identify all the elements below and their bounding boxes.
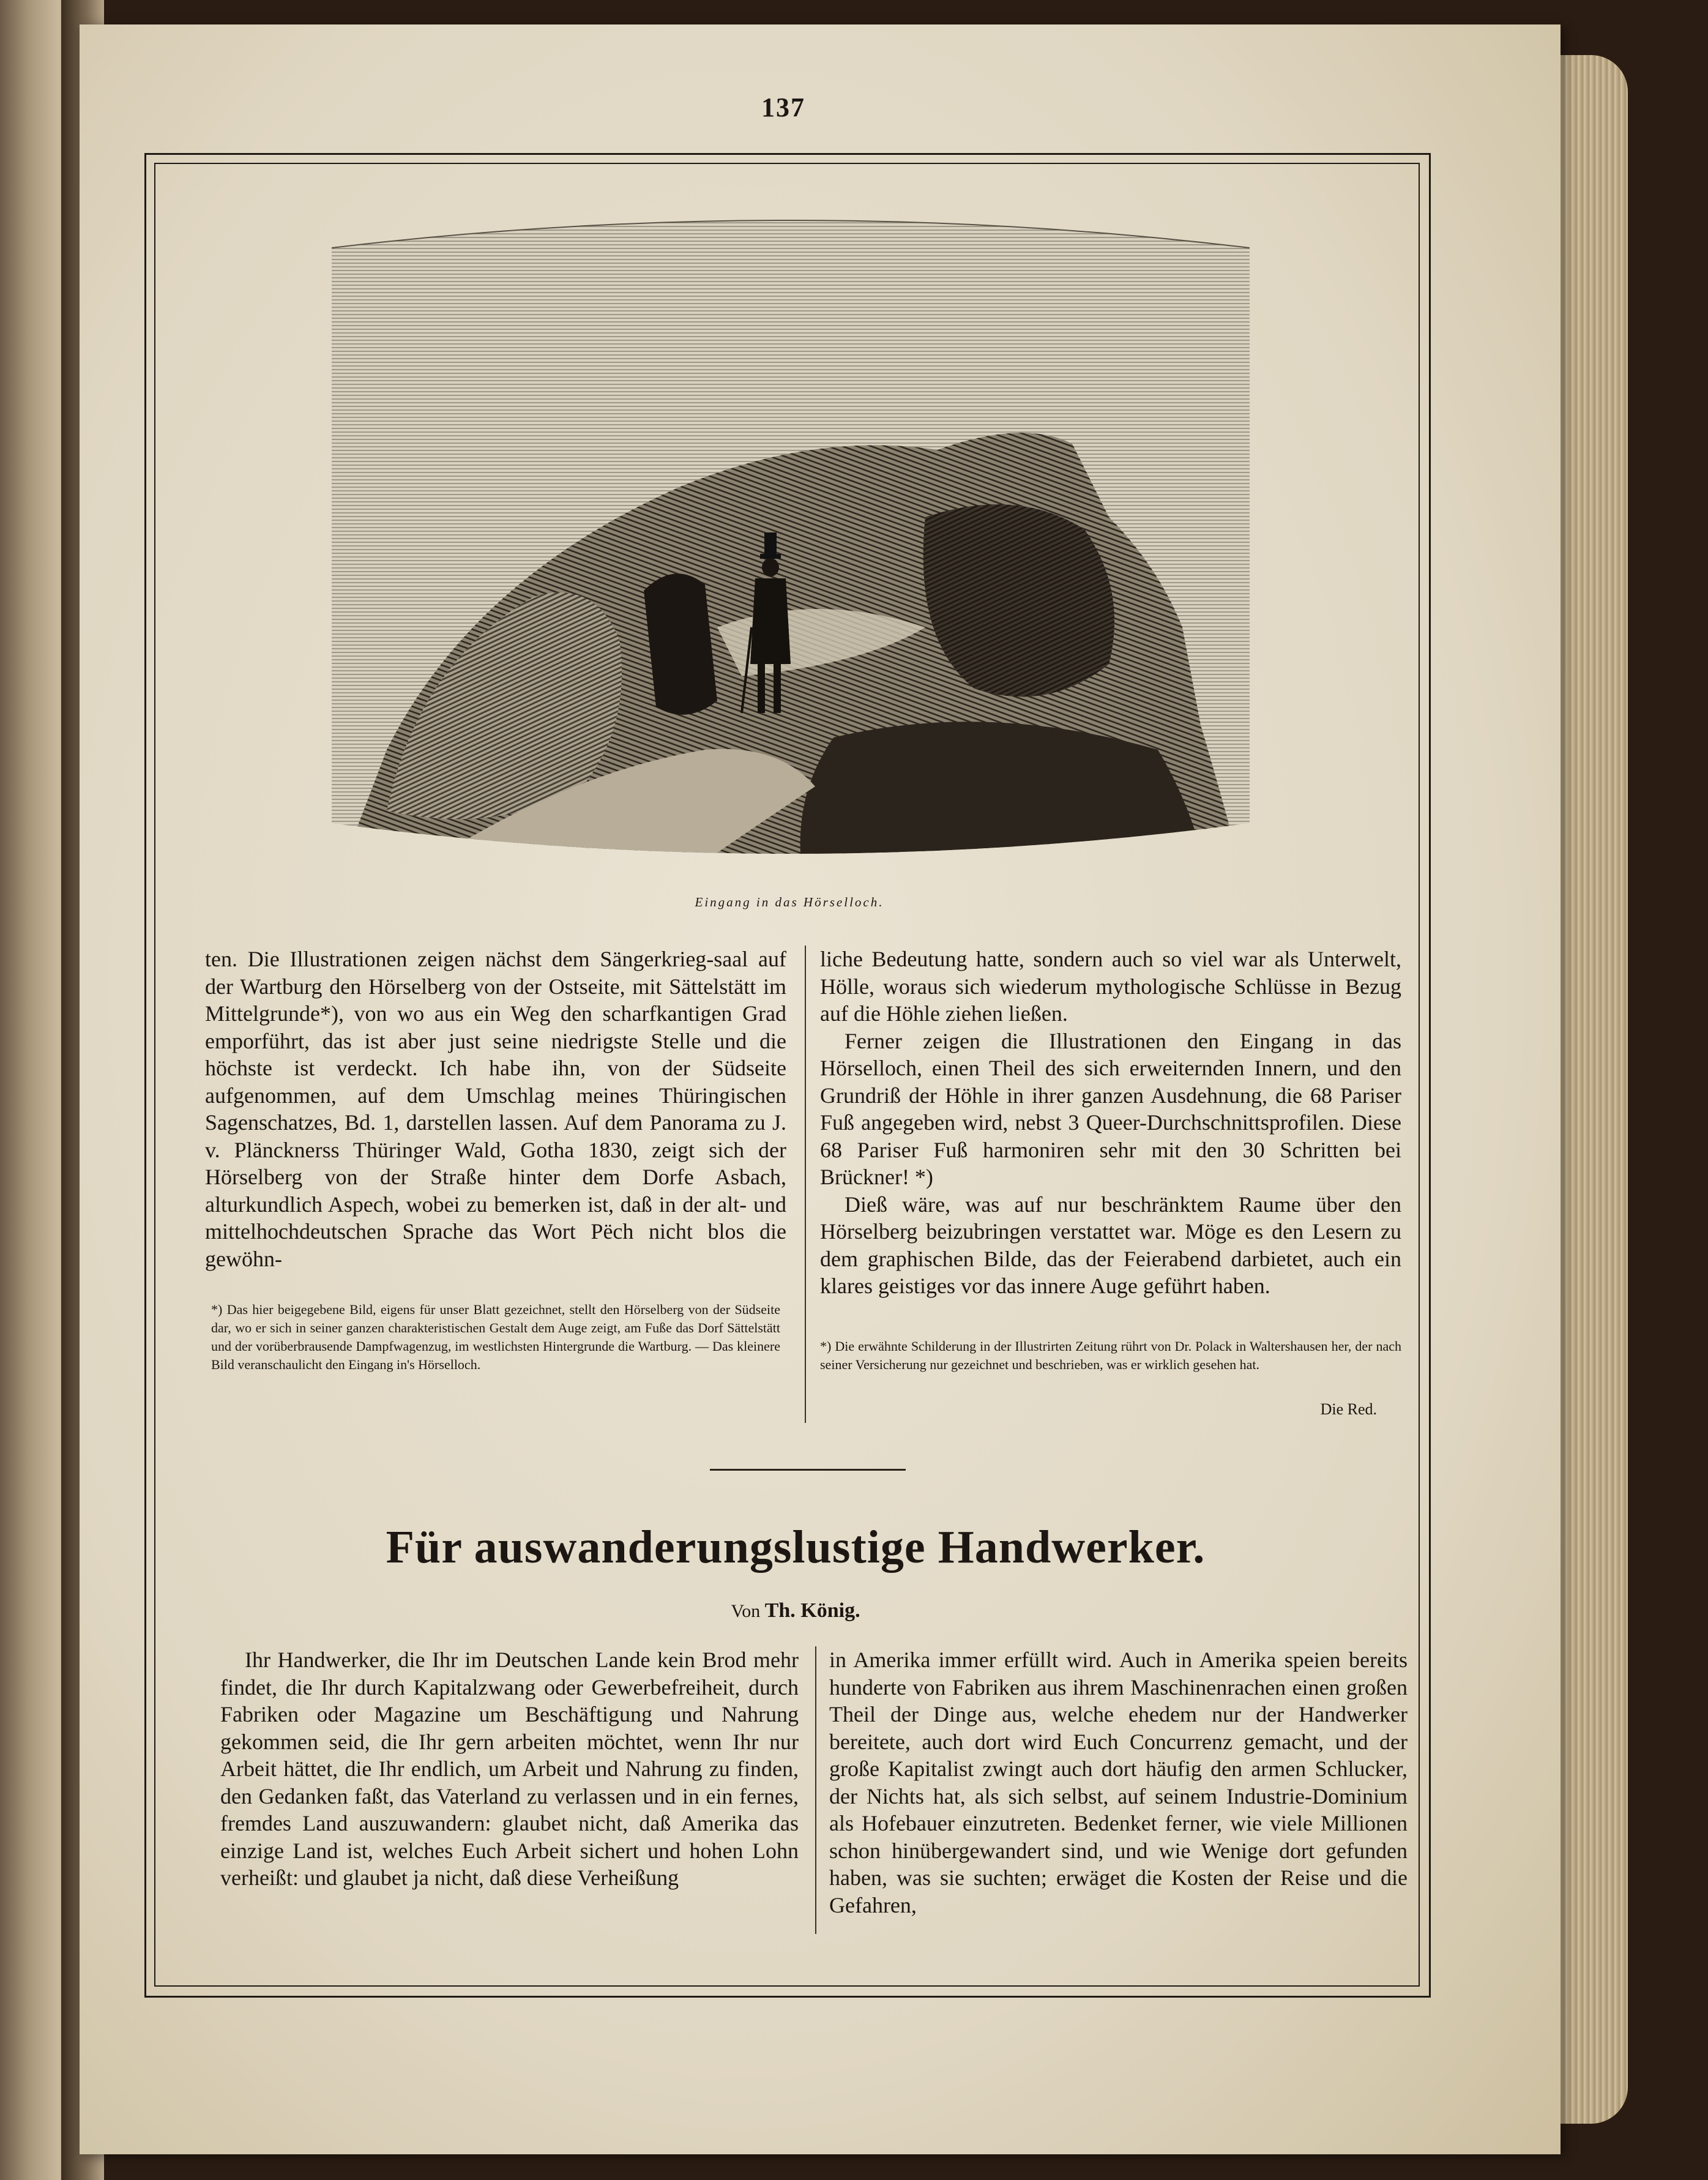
image-caption: Eingang in das Hörselloch. xyxy=(695,895,884,909)
article-title: Für auswanderungslustige Handwerker. xyxy=(386,1521,1206,1573)
column-divider-2 xyxy=(815,1646,816,1934)
byline-prefix: Von xyxy=(731,1601,761,1621)
engraving-cave-entrance xyxy=(313,199,1268,878)
article2-right-column xyxy=(829,1646,1408,1919)
footnote-right: *) Die erwähnte Schilderung in der Illustrirten Zeitung rührt von Dr. Polack in Waltershausen her, der nach seiner Versicherung nur gezeichnet und beschrieben, was er wirklich gesehen hat. xyxy=(820,1338,1401,1372)
article2-left-paragraph: Ihr Handwerker, die Ihr im Deutschen Lande kein Brod mehr findet, die Ihr durch Kapitalzwang oder Gewerbefreiheit, durch Fabriken oder Magazine um Beschäftigung und Nahrung gekommen seid, die Ihr gern arbeiten möchtet, wenn Ihr nur Arbeit hättet, die Ihr endlich, um Arbeit und Nahrung zu finden, den Gedanken faßt, das Vaterland zu verlassen und in ein fernes, fremdes Land auszuwandern: glaubet nicht, daß Amerika das einzige Land ist, welches Euch Arbeit sichert und hohen Lohn verheißt: und glaubet ja nicht, daß diese Verheißung xyxy=(220,1648,799,1890)
article1-right-paragraph-1: liche Bedeutung hatte, sondern auch so viel war als Unterwelt, Hölle, woraus sich wiederum mythologische Schlüsse in Bezug auf die Höhle ziehen ließen. xyxy=(820,947,1401,1026)
article1-left-column xyxy=(205,946,786,1272)
column-divider xyxy=(805,946,806,1423)
article1-right-paragraph-3: Dieß wäre, was auf nur beschränktem Raume über den Hörselberg beizubringen verstattet war. Möge es den Lesern zu dem graphischen Bilde, das der Feierabend darbietet, auch ein klares geistiges vor das innere Auge geführt haben. xyxy=(820,1192,1401,1298)
article1-left-paragraph: ten. Die Illustrationen zeigen nächst dem Sängerkrieg-saal auf der Wartburg den Hörselberg von der Ostseite, mit Sättelstätt im Mittelgrunde*), von wo aus ein Weg den scharfkantigen Grad emporführt, das ist aber just seine niedrigste Stelle und die höchste ist verdeckt. Ich habe ihn, von der Südseite aufgenommen, auf dem Umschlag meines Thüringischen Sagenschatzes, Bd. 1, darstellen lassen. Auf dem Panorama zu J. v. Pläncknerss Thüringer Wald, Gotha 1830, zeigt sich der Hörselberg von der Straße hinter dem Dorfe Asbach, alturkundlich Aspech, wobei zu bemerken ist, daß in der alt- und mittelhochdeutschen Sprache das Wort Pëch nicht blos die gewöhn- xyxy=(205,947,786,1271)
article1-right-column xyxy=(820,946,1401,1300)
article1-right-paragraph-2: Ferner zeigen die Illustrationen den Eingang in das Hörselloch, einen Theil des sich erweiternden Innern, und den Grundriß der Höhle in ihrer ganzen Ausdehnung, die 68 Pariser Fuß angegeben wird, nebst 3 Queer-Durchschnittsprofilen. Diese 68 Pariser Fuß harmoniren sehr mit den 30 Schritten bei Brückner! *) xyxy=(820,1028,1401,1189)
footnote-left: *) Das hier beigegebene Bild, eigens für unser Blatt gezeichnet, stellt den Hörselberg von der Südseite dar, wo er sich in seiner ganzen charakteristischen Gestalt dem Auge zeigt, am Fuße das Dorf Sättelstätt und der vorüberbrausende Dampfwagenzug, im westlichsten Hintergrunde die Wartburg. — Das kleinere Bild veranschaulicht den Eingang in's Hörselloch. xyxy=(211,1302,780,1372)
article2-left-column xyxy=(220,1646,799,1892)
editor-signature: Die Red. xyxy=(1320,1400,1377,1418)
byline xyxy=(581,1599,1010,1622)
byline-author: Th. König. xyxy=(764,1599,860,1622)
article2-right-paragraph: in Amerika immer erfüllt wird. Auch in Amerika speien bereits hunderte von Fabriken aus ihrem Maschinenrachen einen großen Theil der Dinge aus, welche ehedem nur der Handwerker bereitete, auch dort wird Euch Concurrenz gemacht, und der große Kapitalist zwingt auch dort häufig den armen Schlucker, der Nichts hat, als sich selbst, auf seinem Industrie-Dominium als Hofebauer einzutreten. Bedenket ferner, wie viele Millionen schon hinübergewandert sind, und wie Wenige dort gefunden haben, was sie suchten; erwäget die Kosten der Reise und die Gefahren, xyxy=(829,1648,1408,1917)
section-divider xyxy=(710,1469,906,1471)
page-number: 137 xyxy=(761,92,805,122)
